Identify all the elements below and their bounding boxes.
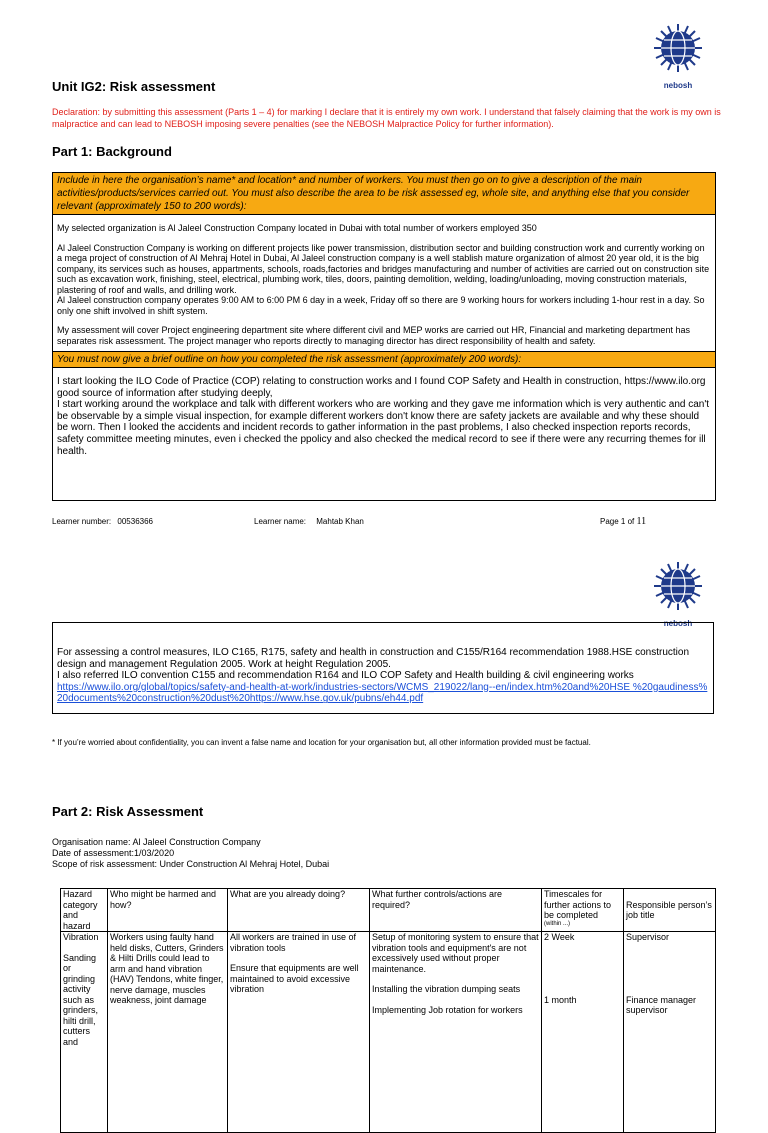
hazard-category: Vibration: [63, 932, 99, 942]
references-paragraph-2: I also referred ILO convention C155 and recommendation R164 and ILO COP Safety and Health building & civil engineering works: [57, 670, 634, 682]
learner-name-value: Mahtab Khan: [316, 517, 364, 526]
instruction-method: You must now give a brief outline on how you completed the risk assessment (approximately 200 words):: [53, 351, 715, 368]
who-cell: Workers using faulty hand held disks, Cutters, Grinders & Hilti Drills could lead to arm and hand vibration (HAV) Tendons, white finger, nerve damage, muscles weakness, joint damage: [108, 932, 228, 1133]
header-timescales-small: (within ...): [544, 920, 571, 927]
references-link[interactable]: https://www.ilo.org/global/topics/safety-and-health-at-work/industries-sectors/WCMS_219022/lang--en/index.htm%20and%20HSE %20gaudiness%20documents%20construction%20dust%20https://www.hse.gov.uk/pubns/eh44.pdf: [57, 681, 708, 705]
declaration: Declaration: by submitting this assessment (Parts 1 – 4) for marking I declare that it is entirely my own work. I understand that falsely claiming that the work is my own is malpractice and can lead to NEBOSH imposing severe penalties (see the NEBOSH Malpractice Policy for further information).: [52, 107, 721, 129]
doing-item: Ensure that equipments are well maintained to avoid excessive vibration: [230, 963, 359, 994]
hazard-detail: Sanding or grinding activity such as grinders, hilti drill, cutters and: [63, 952, 99, 1047]
assessment-scope: Scope of risk assessment: Under Construction Al Mehraj Hotel, Dubai: [52, 859, 330, 869]
learner-number: [52, 517, 153, 526]
part2-title: Part 2: Risk Assessment: [52, 804, 204, 819]
header-further: What further controls/actions are required?: [370, 889, 542, 932]
header-timescales: [542, 889, 624, 932]
method-paragraph-2: I start working around the workplace and talk with different workers who are working and they gave me information which is very authentic and can't be observable by a simple visual inspection, for example different workers don't know there are safety jackets are available and why these should be worn. Then I looked the accidents and incident records to gather information in the past problems, I also checked inspection reports records, safety committee meeting minutes, even i checked the ppolicy and also checked the medical record to see if there were any recurring themes for ill health.: [57, 399, 710, 457]
method-paragraph-1: I start looking the ILO Code of Practice (COP) relating to construction works and I found COP Safety and Health in construction, https://www.ilo.org good source of information after studying deeply,: [57, 376, 706, 399]
hours-paragraph: Al Jaleel construction company operates 9:00 AM to 6:00 PM 6 day in a week, Friday off so there are 9 working hours for workers including 1-hour rest in a day. So only one shift involved in shift system.: [57, 295, 705, 316]
learner-name: [254, 517, 364, 526]
header-who: Who might be harmed and how?: [108, 889, 228, 932]
table-row: [61, 932, 716, 1133]
risk-assessment-table: [60, 888, 716, 1133]
scope-paragraph: My assessment will cover Project engineering department site where different civil and MEP works are carried out HR, Financial and marketing department has separates risk assessment. The project manager who reports directly to managing director has direct responsibility of health and safety.: [57, 325, 690, 346]
brand-name: nebosh: [663, 619, 693, 628]
timescale-item: 1 month: [544, 994, 577, 1005]
references-paragraph-1: For assessing a control measures, ILO C165, R175, safety and health in construction and C155/R164 recommendation 1988.HSE construction design and management Regulation 2005. Work at height Regulation 2005.: [57, 647, 690, 670]
background-box: [52, 172, 716, 501]
responsible-item: Supervisor: [626, 932, 670, 942]
header-hazard: Hazard category and hazard: [61, 889, 108, 932]
unit-title: Unit IG2: Risk assessment: [52, 79, 216, 94]
globe-icon: [652, 560, 704, 612]
activities-paragraph: Al Jaleel Construction Company is working on different projects like power transmission, distribution sector and building construction work and currently working on a mega project of construction of Al Mehraj Hotel in Dubai, Al Jaleel construction company is a well stablish mature organization of almost 20 year old, it is the big company, its services such as houses, appartments, schools, roads,factories and bridges manufacturing and number of activities are carried out on construction site such as excavation work, finishing, steel, electrical, plumbing work, tiles, doors, painting demolition, welding, loading/unloading, moving construction materials, plastering of roof and walls, and drilling work.: [57, 242, 710, 295]
assessment-date: Date of assessment:1/03/2020: [52, 848, 175, 858]
nebosh-logo: [648, 22, 708, 90]
table-header-row: [61, 889, 716, 932]
part1-title: Part 1: Background: [52, 144, 172, 159]
assessment-details: [52, 837, 329, 870]
page-number: [600, 516, 646, 527]
responsible-cell: [624, 932, 716, 1133]
further-item: Setup of monitoring system to ensure that vibration tools and equipment's are not excessively used without proper maintenance.: [372, 932, 539, 974]
learner-number-value: 00536366: [117, 517, 153, 526]
doing-item: All workers are trained in use of vibration tools: [230, 932, 357, 953]
nebosh-logo: [648, 560, 708, 628]
responsible-item: Finance manager supervisor: [626, 994, 697, 1015]
timescale-item: 2 Week: [544, 932, 575, 942]
page-total: 11: [636, 516, 647, 527]
organisation-paragraph: My selected organization is Al Jaleel Construction Company located in Dubai with total number of workers employed 350: [57, 223, 537, 233]
organisation-name: Organisation name: Al Jaleel Construction Company: [52, 837, 261, 847]
further-item: Implementing Job rotation for workers: [372, 1004, 523, 1015]
doing-cell: [228, 932, 370, 1133]
header-responsible: Responsible person’s job title: [624, 889, 716, 932]
instruction-organisation: Include in here the organisation’s name* and location* and number of workers. You must then go on to give a description of the main activities/products/services carried out. You must also describe the area to be risk assessed eg, whole site, and anything else that you consider relevant (approximately 150 to 200 words):: [53, 173, 715, 215]
learner-number-label: Learner number:: [52, 517, 112, 526]
learner-name-label: Learner name:: [254, 517, 307, 526]
further-item: Installing the vibration dumping seats: [372, 984, 521, 994]
confidentiality-note: * If you’re worried about confidentiality, you can invent a false name and location for your organisation but, all other information provided must be factual.: [52, 738, 591, 747]
header-timescales-text: Timescales for further actions to be completed: [544, 889, 612, 920]
brand-name: nebosh: [663, 81, 693, 90]
header-doing: What are you already doing?: [228, 889, 370, 932]
hazard-cell: [61, 932, 108, 1133]
page-label: Page 1 of: [600, 517, 635, 526]
method-continued-box: [52, 622, 714, 714]
globe-icon: [652, 22, 704, 74]
timescale-cell: [542, 932, 624, 1133]
further-cell: [370, 932, 542, 1133]
